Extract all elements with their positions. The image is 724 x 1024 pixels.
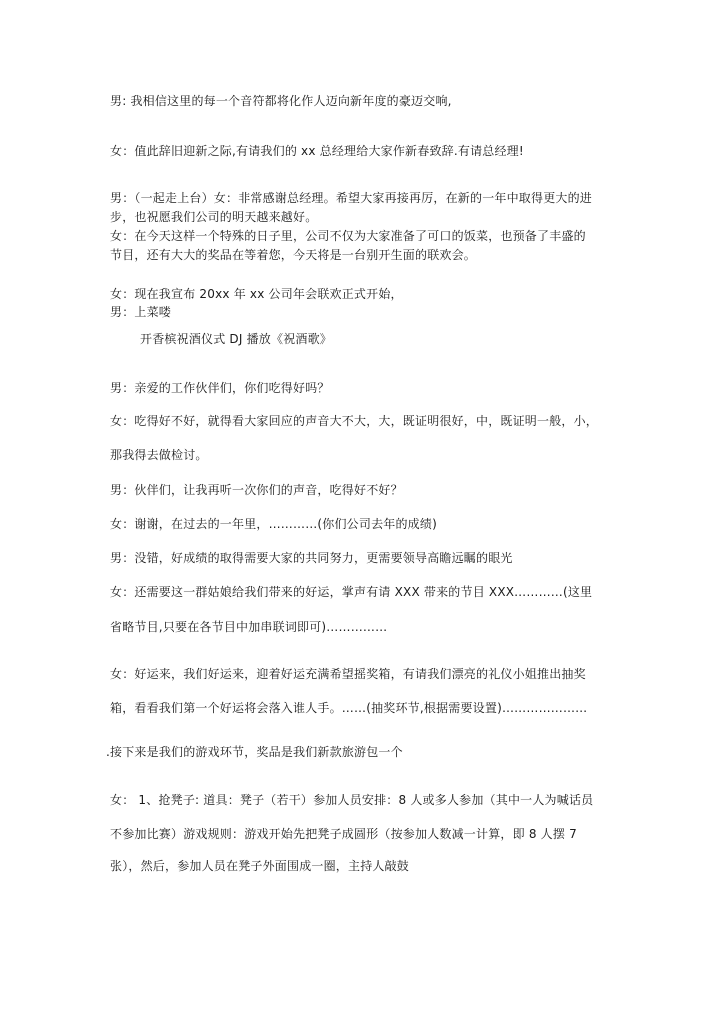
paragraph-line: 女：好运来，我们好运来，迎着好运充满希望摇奖箱，有请我们漂亮的礼仪小姐推出抽奖 [110, 667, 586, 681]
paragraph-line: 女：在今天这样一个特殊的日子里，公司不仅为大家准备了可口的饭菜，也预备了丰盛的 [110, 229, 586, 243]
paragraph-line: 那我得去做检讨。 [110, 448, 208, 462]
paragraph-line: 男：（一起走上台）女：非常感谢总经理。希望大家再接再厉，在新的一年中取得更大的进 [110, 191, 593, 205]
paragraph-line: 节目，还有大大的奖品在等着您，今天将是一台别开生面的联欢会。 [110, 248, 477, 262]
paragraph-line: 不参加比赛）游戏规则：游戏开始先把凳子成圆形（按参加人数减一计算，即 8 人摆 7 [110, 827, 577, 841]
paragraph-line: 女：吃得好不好，就得看大家回应的声音大不大，大，既证明很好，中，既证明一般，小， [110, 414, 599, 428]
paragraph-line: 男: 我相信这里的每一个音符都将化作人迈向新年度的豪迈交响, [110, 94, 452, 108]
paragraph-line: .接下来是我们的游戏环节，奖品是我们新款旅游包一个 [106, 745, 403, 759]
paragraph-line: 省略节目,只要在各节目中加串联词即可)…………… [110, 620, 388, 634]
paragraph-line: 女：现在我宣布 20xx 年 xx 公司年会联欢正式开始， [110, 287, 403, 301]
paragraph-line: 步，也祝愿我们公司的明天越来越好。 [110, 210, 318, 224]
paragraph-line: 男：亲爱的工作伙伴们，你们吃得好吗？ [110, 381, 330, 395]
paragraph-line: 女：还需要这一群姑娘给我们带来的好运，掌声有请 XXX 带来的节目 XXX…………(这里 [110, 585, 593, 599]
program-note-line: 开香槟祝酒仪式 DJ 播放《祝酒歌》 [140, 332, 333, 346]
paragraph-line: 男：伙伴们，让我再听一次你们的声音，吃得好不好？ [110, 483, 403, 497]
paragraph-line: 女：值此辞旧迎新之际,有请我们的 xx 总经理给大家作新春致辞.有请总经理! [110, 144, 524, 158]
paragraph-line: 女： 1、抢凳子: 道具：凳子（若干）参加人员安排：8 人或多人参加（其中一人为喊话员 [110, 793, 594, 807]
paragraph-line: 男：没错，好成绩的取得需要大家的共同努力，更需要领导高瞻远瞩的眼光 [110, 551, 513, 565]
paragraph-line: 箱，看看我们第一个好运将会落入谁人手。……(抽奖环节,根据需要设置)………………… [110, 701, 588, 715]
paragraph-line: 男：上菜喽 [110, 305, 172, 319]
paragraph-line: 女：谢谢，在过去的一年里，…………(你们公司去年的成绩) [110, 517, 437, 531]
paragraph-line: 张），然后，参加人员在凳子外面围成一圈，主持人敲鼓 [110, 859, 410, 873]
